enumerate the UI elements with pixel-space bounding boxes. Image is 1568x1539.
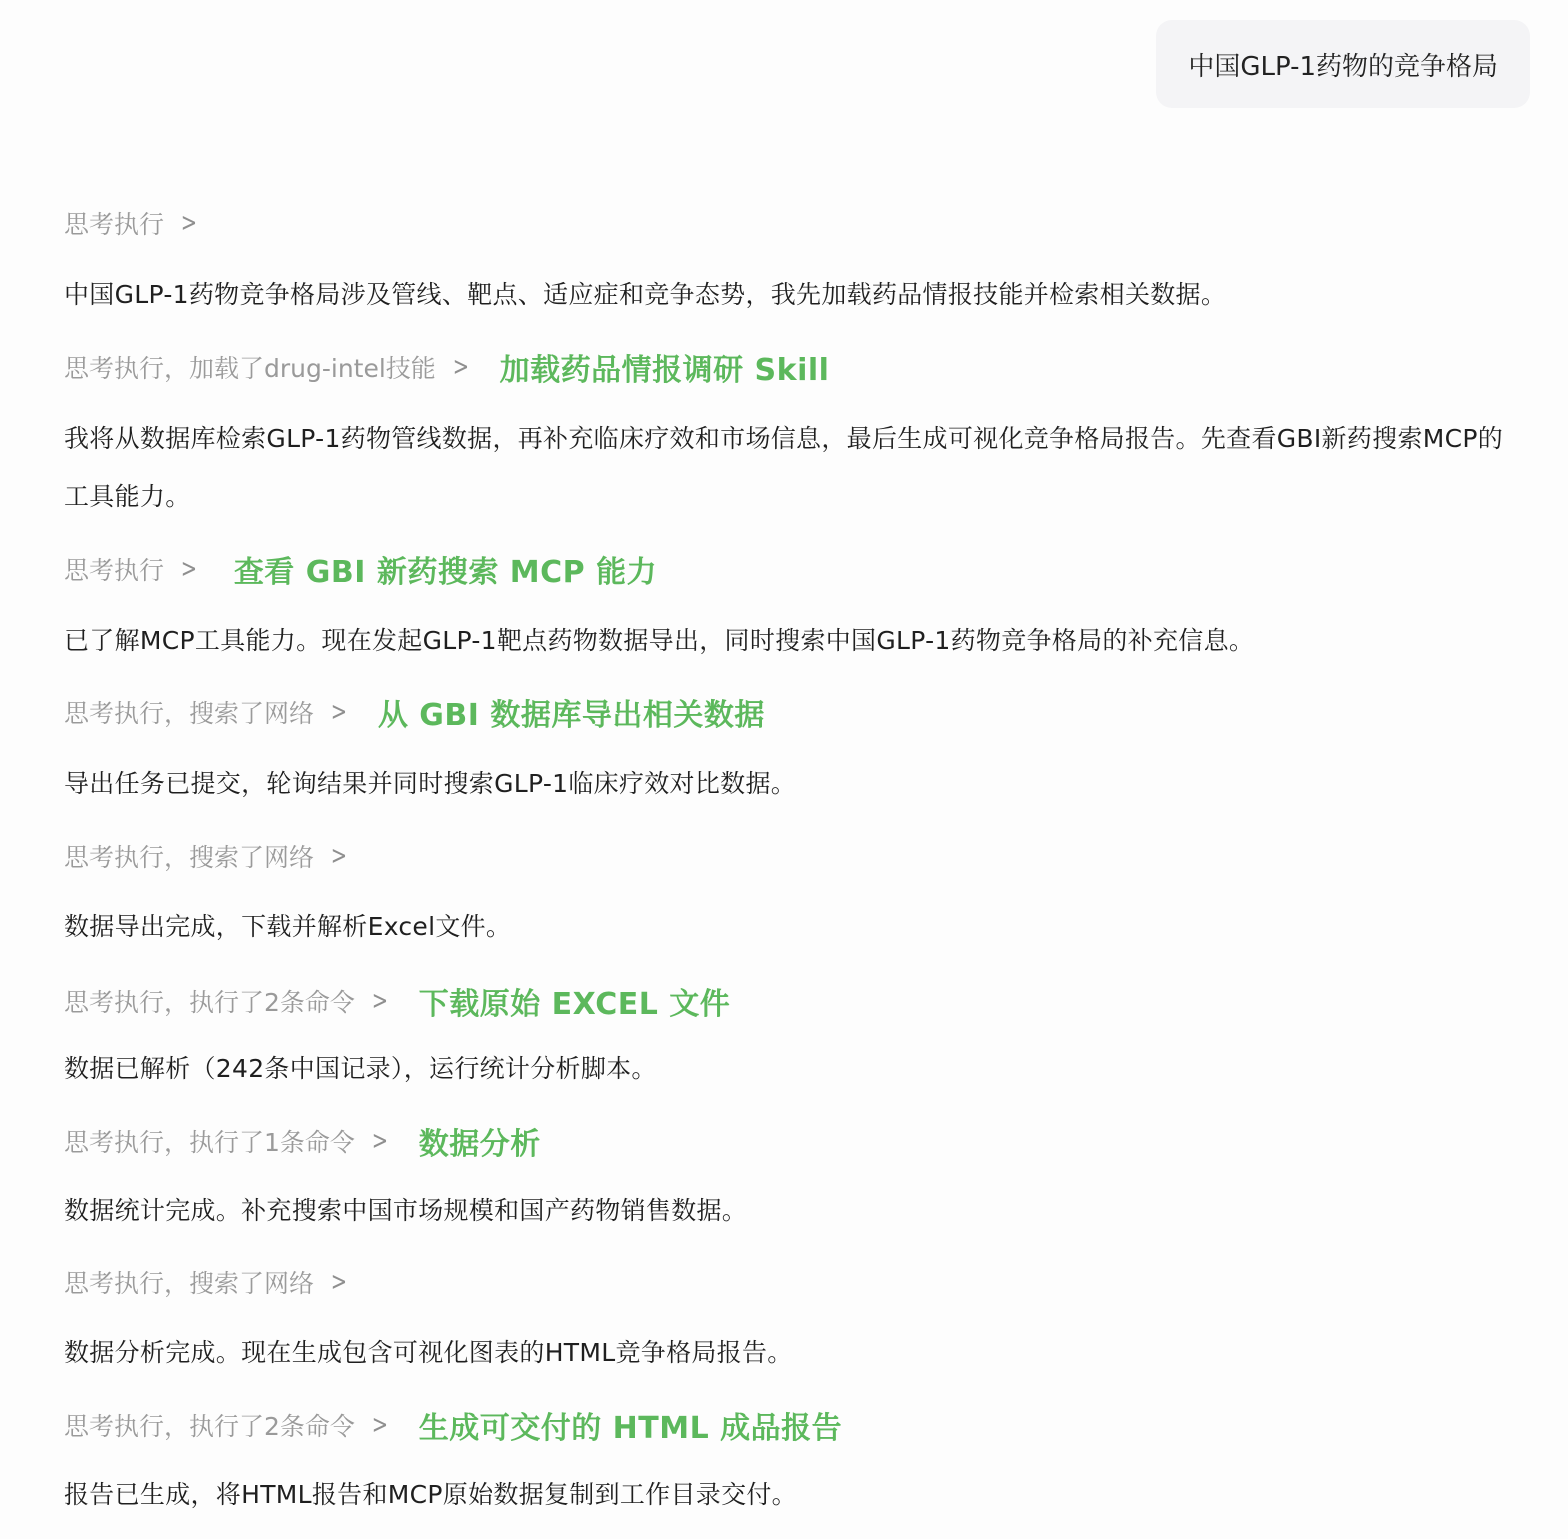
chevron-right-icon: > xyxy=(371,1126,388,1156)
chevron-right-icon: > xyxy=(371,986,388,1016)
assistant-message-4: 导出任务已提交，轮询结果并同时搜索GLP-1临床疗效对比数据。 xyxy=(64,769,797,798)
thinking-step-toggle[interactable] xyxy=(64,1123,391,1159)
chevron-right-icon: > xyxy=(330,841,348,871)
step-annotation: 生成可交付的 HTML 成品报告 xyxy=(418,1411,843,1446)
thinking-step-2 xyxy=(64,347,829,387)
assistant-message-5: 数据导出完成，下载并解析Excel文件。 xyxy=(64,912,512,941)
step-annotation: 下载原始 EXCEL 文件 xyxy=(418,987,731,1022)
chevron-right-icon: > xyxy=(180,208,198,238)
assistant-message-8: 数据分析完成。现在生成包含可视化图表的HTML竞争格局报告。 xyxy=(64,1338,793,1367)
assistant-message-2: 我将从数据库检索GLP-1药物管线数据，再补充临床疗效和市场信息，最后生成可视化竞争格局报告。先查看GBI新药搜索MCP的工具能力。 xyxy=(64,424,1504,511)
thinking-step-toggle[interactable] xyxy=(64,1264,350,1300)
thinking-step-5 xyxy=(64,836,350,876)
user-message-text: 中国GLP-1药物的竞争格局 xyxy=(1188,51,1498,82)
thinking-step-8 xyxy=(64,1262,350,1302)
assistant-message-7: 数据统计完成。补充搜索中国市场规模和国产药物销售数据。 xyxy=(64,1196,748,1225)
step-annotation: 查看 GBI 新药搜索 MCP 能力 xyxy=(233,555,658,590)
chevron-right-icon: > xyxy=(330,1267,348,1297)
thinking-step-9 xyxy=(64,1405,842,1445)
thinking-step-label: 思考执行，执行了2条命令 xyxy=(64,1412,355,1441)
thinking-step-3 xyxy=(64,549,657,589)
assistant-message-6: 数据已解析（242条中国记录），运行统计分析脚本。 xyxy=(64,1054,657,1083)
chevron-right-icon: > xyxy=(371,1410,388,1440)
assistant-message-9: 报告已生成，将HTML报告和MCP原始数据复制到工作目录交付。 xyxy=(64,1480,797,1509)
thinking-step-label: 思考执行 xyxy=(64,556,165,585)
thinking-step-label: 思考执行，搜索了网络 xyxy=(64,699,315,728)
chevron-right-icon: > xyxy=(452,352,469,382)
thinking-step-toggle[interactable] xyxy=(64,983,391,1019)
thinking-step-label: 思考执行 xyxy=(64,210,165,239)
thinking-step-1 xyxy=(64,203,200,243)
thinking-step-label: 思考执行，搜索了网络 xyxy=(64,1269,315,1298)
thinking-step-toggle[interactable] xyxy=(64,694,350,730)
thinking-step-toggle[interactable] xyxy=(64,349,472,385)
thinking-step-label: 思考执行，加载了drug-intel技能 xyxy=(64,354,436,383)
step-annotation: 加载药品情报调研 Skill xyxy=(499,353,830,388)
chevron-right-icon: > xyxy=(330,697,348,727)
thinking-step-label: 思考执行，执行了1条命令 xyxy=(64,1128,355,1157)
step-annotation: 数据分析 xyxy=(418,1127,541,1162)
thinking-step-4 xyxy=(64,692,765,732)
thinking-step-label: 思考执行，执行了2条命令 xyxy=(64,988,355,1017)
thinking-step-toggle[interactable] xyxy=(64,1407,391,1443)
thinking-step-toggle[interactable] xyxy=(64,205,200,241)
thinking-step-toggle[interactable] xyxy=(64,551,200,587)
user-message-bubble xyxy=(1156,20,1530,108)
thinking-step-6 xyxy=(64,981,730,1021)
step-annotation: 从 GBI 数据库导出相关数据 xyxy=(377,698,765,733)
thinking-step-7 xyxy=(64,1121,541,1161)
assistant-message-1: 中国GLP-1药物竞争格局涉及管线、靶点、适应症和竞争态势，我先加载药品情报技能并检索相关数据。 xyxy=(64,280,1227,309)
thinking-step-label: 思考执行，搜索了网络 xyxy=(64,843,315,872)
chevron-right-icon: > xyxy=(180,554,198,584)
thinking-step-toggle[interactable] xyxy=(64,838,350,874)
assistant-message-3: 已了解MCP工具能力。现在发起GLP-1靶点药物数据导出，同时搜索中国GLP-1药物竞争格局的补充信息。 xyxy=(64,626,1255,655)
